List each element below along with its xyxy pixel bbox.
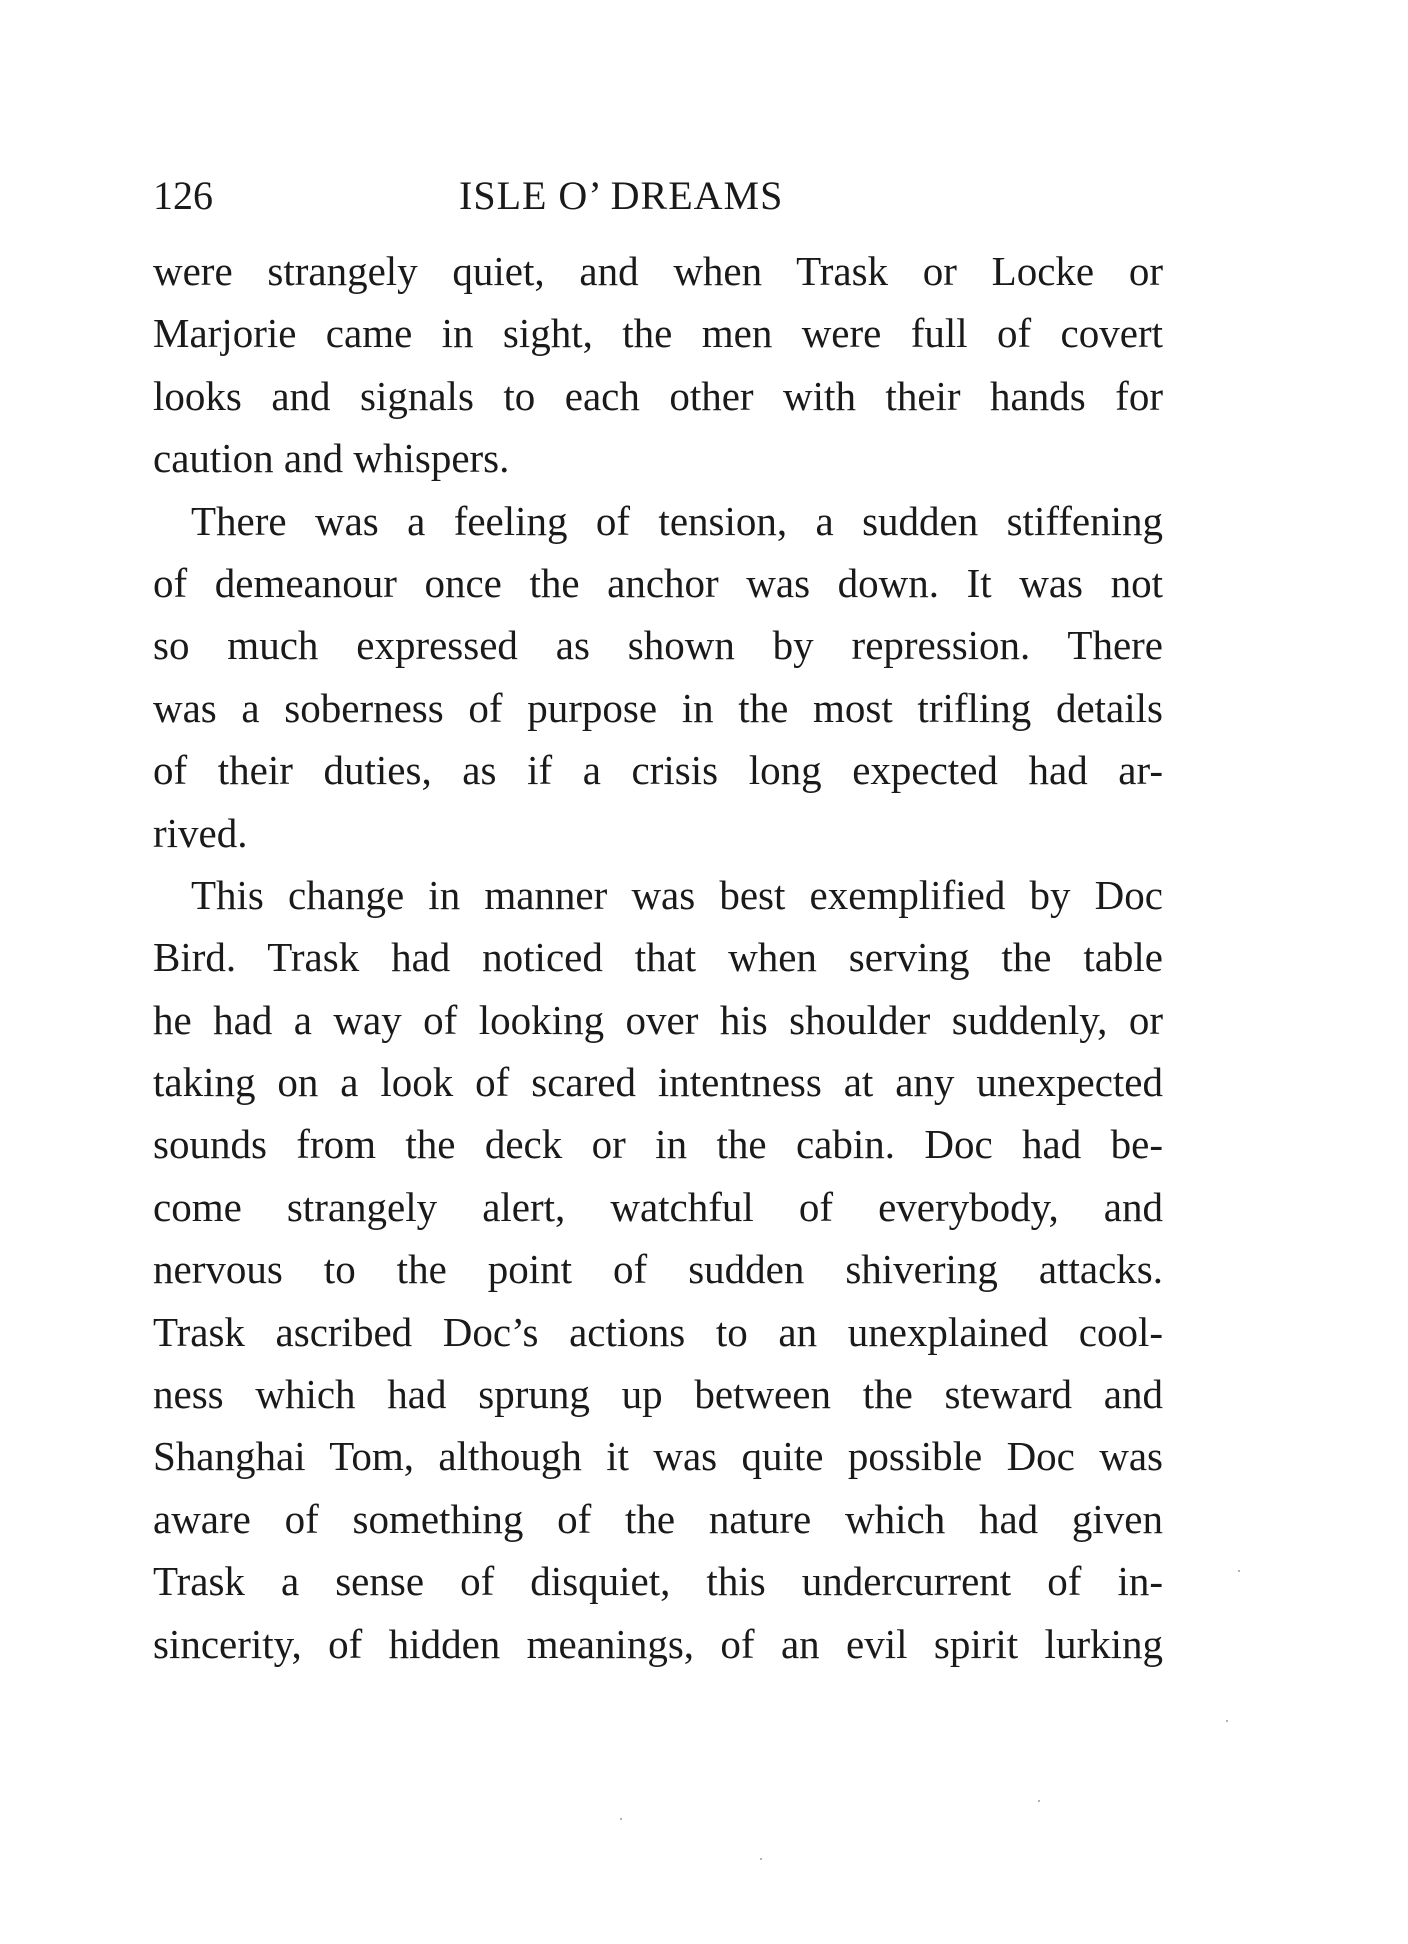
text-line: Trask ascribed Doc’s actions to an unexplained cool-: [153, 1308, 1163, 1355]
text-line: he had a way of looking over his shoulder suddenly, or: [153, 996, 1163, 1043]
text-line: come strangely alert, watchful of everybody, and: [153, 1183, 1163, 1230]
text-line: caution and whispers.: [153, 435, 510, 482]
body-text: [153, 240, 1163, 1675]
text-line: This change in manner was best exemplified by Doc: [191, 871, 1163, 918]
text-line: There was a feeling of tension, a sudden stiffening: [191, 497, 1163, 544]
scan-speck: [1038, 1800, 1040, 1802]
page-number: 126: [153, 173, 213, 218]
running-title: ISLE O’ DREAMS: [459, 173, 784, 218]
text-line: nervous to the point of sudden shivering attacks.: [153, 1246, 1163, 1293]
text-line: looks and signals to each other with their hands for: [153, 372, 1163, 419]
text-line: rived.: [153, 809, 248, 856]
text-line: Bird. Trask had noticed that when serving the table: [153, 934, 1163, 981]
text-line: so much expressed as shown by repression. There: [153, 622, 1163, 669]
scan-speck: [1226, 1720, 1228, 1722]
text-line: was a soberness of purpose in the most trifling details: [153, 684, 1163, 731]
text-line: of demeanour once the anchor was down. It was not: [153, 559, 1163, 606]
text-line: of their duties, as if a crisis long expected had ar-: [153, 747, 1163, 794]
text-line: ness which had sprung up between the steward and: [153, 1371, 1163, 1418]
text-line: Marjorie came in sight, the men were full of covert: [153, 310, 1163, 357]
text-line: were strangely quiet, and when Trask or Locke or: [153, 248, 1163, 294]
scan-speck: [1238, 1570, 1240, 1572]
scan-speck: [760, 1858, 762, 1860]
text-line: sincerity, of hidden meanings, of an evil spirit lurking: [153, 1620, 1163, 1667]
text-line: aware of something of the nature which had given: [153, 1495, 1163, 1542]
running-head: [153, 166, 1163, 226]
text-line: Trask a sense of disquiet, this undercurrent of in-: [153, 1558, 1163, 1605]
text-line: taking on a look of scared intentness at any unexpected: [153, 1059, 1163, 1106]
text-line: Shanghai Tom, although it was quite possible Doc was: [153, 1433, 1163, 1480]
scan-speck: [620, 1818, 622, 1820]
text-line: sounds from the deck or in the cabin. Doc had be-: [153, 1121, 1163, 1168]
